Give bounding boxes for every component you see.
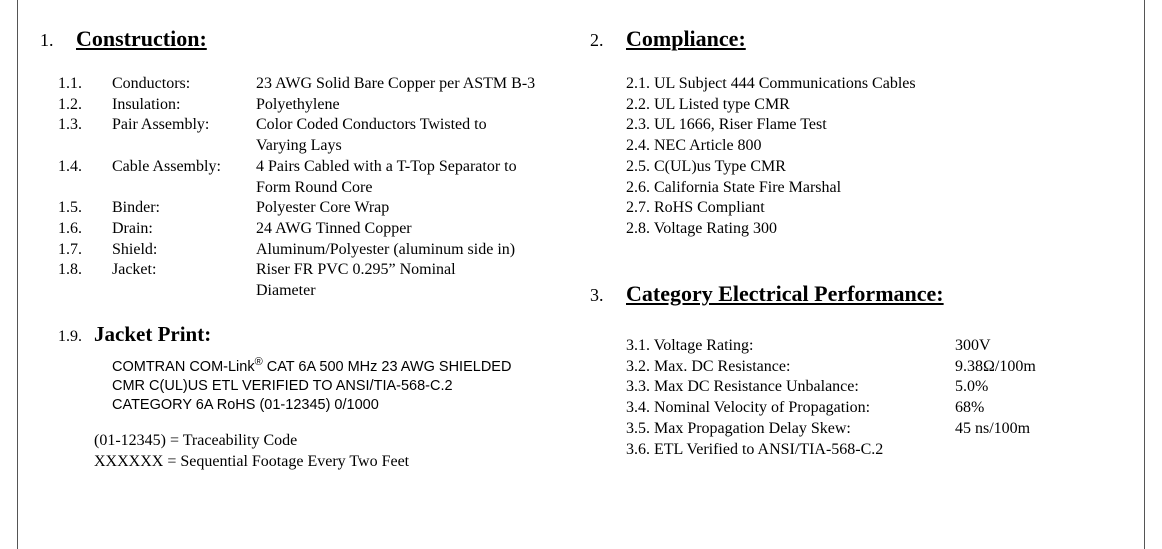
electrical-label: 3.4. Nominal Velocity of Propagation: bbox=[626, 399, 871, 417]
electrical-label: 3.1. Voltage Rating: bbox=[626, 337, 754, 354]
traceability-note: (01-12345) = Traceability Code bbox=[94, 432, 298, 449]
compliance-item: 2.1. UL Subject 444 Communications Cables bbox=[626, 75, 916, 92]
footage-note: XXXXXX = Sequential Footage Every Two Feet bbox=[94, 452, 410, 470]
jacket-print-text bbox=[112, 353, 511, 415]
item-number: 1.8. bbox=[58, 261, 82, 279]
construction-values bbox=[256, 74, 535, 302]
jacket-print-number: 1.9. bbox=[58, 328, 82, 345]
jacket-print-line: CATEGORY 6A RoHS (01-12345) 0/1000 bbox=[112, 396, 379, 413]
electrical-label: 3.5. Max Propagation Delay Skew: bbox=[626, 419, 851, 437]
item-value: 24 AWG Tinned Copper bbox=[256, 219, 412, 237]
item-number: 1.3. bbox=[58, 116, 82, 134]
electrical-label: 3.3. Max DC Resistance Unbalance: bbox=[626, 378, 859, 396]
item-value: 4 Pairs Cabled with a T-Top Separator to bbox=[256, 157, 517, 175]
item-value: Polyethylene bbox=[256, 95, 340, 113]
item-value: Riser FR PVC 0.295” Nominal bbox=[256, 261, 456, 279]
electrical-value: 9.38Ω/100m bbox=[955, 357, 1036, 375]
compliance-item: 2.4. NEC Article 800 bbox=[626, 137, 762, 155]
compliance-item: 2.3. UL 1666, Riser Flame Test bbox=[626, 116, 827, 134]
construction-labels bbox=[112, 74, 221, 281]
item-value: Diameter bbox=[256, 282, 316, 300]
item-value: Aluminum/Polyester (aluminum side in) bbox=[256, 240, 516, 258]
electrical-label: 3.2. Max. DC Resistance: bbox=[626, 357, 791, 375]
item-label: Insulation: bbox=[112, 95, 181, 113]
item-number: 1.5. bbox=[58, 199, 82, 217]
electrical-title: Category Electrical Performance: bbox=[626, 281, 944, 306]
registered-mark: ® bbox=[254, 356, 263, 368]
electrical-value: 300V bbox=[955, 337, 991, 354]
compliance-title: Compliance: bbox=[626, 26, 746, 51]
item-value: Polyester Core Wrap bbox=[256, 199, 390, 217]
electrical-value: 68% bbox=[955, 399, 985, 417]
item-number: 1.2. bbox=[58, 95, 82, 113]
electrical-value: 45 ns/100m bbox=[955, 419, 1031, 437]
construction-title: Construction: bbox=[76, 26, 207, 51]
compliance-item: 2.7. RoHS Compliant bbox=[626, 199, 765, 217]
item-label: Conductors: bbox=[112, 75, 191, 92]
compliance-list bbox=[626, 74, 916, 240]
compliance-item: 2.6. California State Fire Marshal bbox=[626, 178, 842, 196]
electrical-values bbox=[955, 336, 1036, 440]
electrical-labels bbox=[626, 336, 883, 460]
electrical-label: 3.6. ETL Verified to ANSI/TIA-568-C.2 bbox=[626, 440, 884, 458]
jacket-print-title: Jacket Print: bbox=[94, 322, 212, 346]
electrical-value: 5.0% bbox=[955, 378, 989, 396]
item-value: Form Round Core bbox=[256, 178, 373, 196]
compliance-item: 2.5. C(UL)us Type CMR bbox=[626, 157, 786, 175]
jacket-print-line: CMR C(UL)US ETL VERIFIED TO ANSI/TIA-568-C.2 bbox=[112, 377, 453, 394]
item-label: Pair Assembly: bbox=[112, 116, 210, 134]
jacket-print-line: COMTRAN COM-Link® CAT 6A 500 MHz 23 AWG SHIELDED bbox=[112, 356, 512, 375]
compliance-number: 2. bbox=[590, 30, 604, 50]
item-label: Binder: bbox=[112, 199, 160, 217]
item-label: Shield: bbox=[112, 240, 158, 258]
item-number: 1.4. bbox=[58, 157, 82, 175]
construction-numbers bbox=[58, 74, 82, 281]
item-number: 1.1. bbox=[58, 75, 82, 92]
item-number: 1.6. bbox=[58, 219, 82, 237]
item-value: Color Coded Conductors Twisted to bbox=[256, 116, 487, 134]
item-number: 1.7. bbox=[58, 240, 82, 258]
compliance-item: 2.8. Voltage Rating 300 bbox=[626, 219, 777, 237]
item-value: Varying Lays bbox=[256, 137, 342, 155]
item-label: Jacket: bbox=[112, 261, 157, 279]
item-label: Cable Assembly: bbox=[112, 157, 221, 175]
construction-number: 1. bbox=[40, 30, 54, 50]
compliance-item: 2.2. UL Listed type CMR bbox=[626, 95, 790, 113]
electrical-number: 3. bbox=[590, 285, 604, 305]
item-value: 23 AWG Solid Bare Copper per ASTM B-3 bbox=[256, 75, 536, 92]
item-label: Drain: bbox=[112, 219, 153, 237]
jacket-print-notes bbox=[94, 431, 409, 472]
